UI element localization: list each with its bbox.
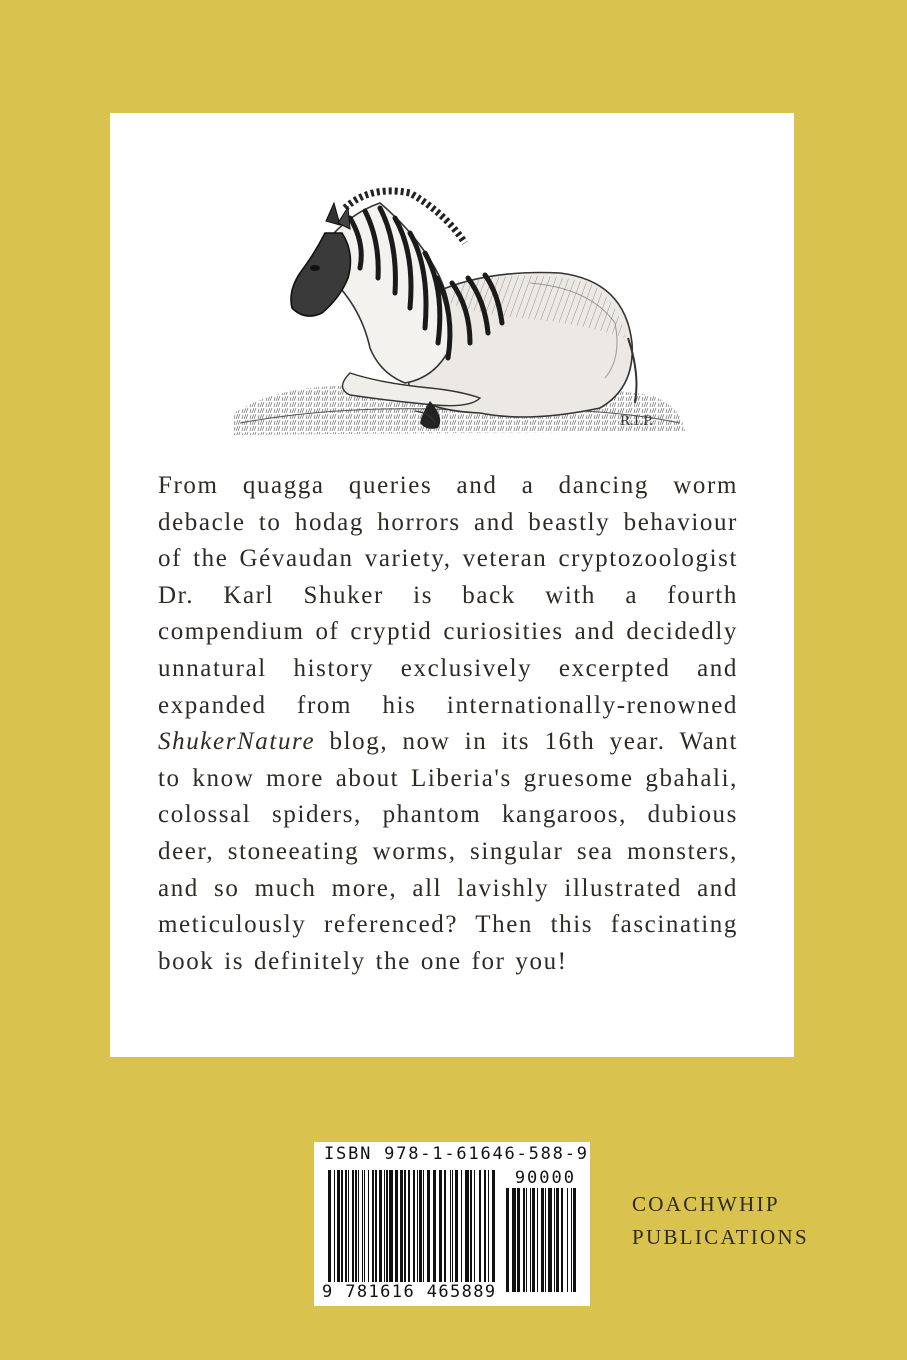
description-text-part1: From quagga queries and a dancing worm debacle to hodag horrors and beastly behaviour of the Gévaudan variety, veteran cryptozoologist Dr. Karl Shuker is back with a fourth compendium of cryptid curiosities and decidedly unnatural history exclusively excerpted and expanded from his internationally-renowned [158, 472, 738, 719]
description-text-part2: blog, now in its 16th year. Want to know more about Liberia's gruesome gbahali, colossal spiders, phantom kangaroos, dubious deer, stoneeating worms, singular sea monsters, and so much more, all lavishly illustrated and meticulously referenced? Then this fascinating book is definitely the one for you! [158, 728, 738, 975]
barcode-bar [379, 1170, 382, 1292]
barcode-bar [526, 1188, 527, 1292]
publisher-imprint [632, 1188, 809, 1254]
book-description [158, 468, 738, 980]
price-code: 90000 [514, 1168, 576, 1188]
barcode-bar [352, 1170, 354, 1292]
barcode-bar [427, 1170, 430, 1292]
barcode-bar [474, 1170, 475, 1292]
barcode-bar [561, 1188, 563, 1292]
barcode-bar [375, 1170, 377, 1292]
barcode-bar [517, 1188, 520, 1292]
barcode-bar [341, 1170, 343, 1292]
barcode-bar [479, 1170, 481, 1292]
barcode-bar [452, 1170, 453, 1292]
barcode-bar [337, 1170, 340, 1292]
barcode-bar [455, 1170, 458, 1292]
barcode-bar [450, 1170, 451, 1292]
barcode-bar [389, 1170, 393, 1292]
quagga-illustration [230, 173, 690, 443]
barcode-bar [362, 1170, 363, 1292]
isbn-barcode [314, 1142, 590, 1306]
barcode-bar [345, 1170, 347, 1292]
barcode-bar [530, 1188, 531, 1292]
barcode-bar [512, 1188, 516, 1292]
barcode-bar [384, 1170, 385, 1292]
barcode-bar [545, 1188, 546, 1292]
barcode-bar [364, 1170, 365, 1292]
barcode-bar [488, 1170, 489, 1292]
barcode-bar [433, 1170, 436, 1292]
barcode-bar [400, 1170, 403, 1292]
barcode-bar [328, 1170, 331, 1292]
barcode-bar [419, 1170, 422, 1292]
barcode-bar [548, 1188, 552, 1292]
barcode-bar [444, 1170, 446, 1292]
barcode-bar [368, 1170, 369, 1292]
publisher-line-2: PUBLICATIONS [632, 1225, 809, 1249]
blog-name: ShukerNature [158, 728, 316, 756]
barcode-bar [537, 1188, 538, 1292]
barcode-bar [567, 1188, 568, 1292]
barcode-bar [395, 1170, 398, 1292]
barcode-bar [492, 1170, 495, 1292]
barcode-bar [523, 1188, 525, 1292]
barcode-bar [372, 1170, 374, 1292]
barcode-bar [573, 1188, 576, 1292]
barcode-bar [571, 1188, 572, 1292]
barcode-bar [470, 1170, 472, 1292]
barcode-bar [413, 1170, 415, 1292]
barcode-bar [386, 1170, 388, 1292]
barcode-bar [461, 1170, 462, 1292]
barcode-bar [541, 1188, 544, 1292]
barcode-bar [554, 1188, 555, 1292]
white-content-panel [110, 113, 794, 1057]
barcode-bar [408, 1170, 410, 1292]
barcode-bar [465, 1170, 469, 1292]
barcode-bar [423, 1170, 424, 1292]
barcode-bar [439, 1170, 442, 1292]
illustration-signature: R.I.P. [620, 414, 654, 429]
barcode-bar [417, 1170, 418, 1292]
barcode-bar [404, 1170, 406, 1292]
barcode-bar [556, 1188, 559, 1292]
barcode-bar [355, 1170, 357, 1292]
publisher-line-1: COACHWHIP [632, 1192, 780, 1216]
ean-digits: 9 781616 465889 [322, 1282, 497, 1302]
barcode-bar [532, 1188, 535, 1292]
barcode-bar [348, 1170, 349, 1292]
barcode-bar [506, 1188, 509, 1292]
isbn-label: ISBN 978-1-61646-588-9 [324, 1144, 589, 1164]
barcode-bar [484, 1170, 486, 1292]
barcode-bar [358, 1170, 359, 1292]
barcode-bar [334, 1170, 335, 1292]
